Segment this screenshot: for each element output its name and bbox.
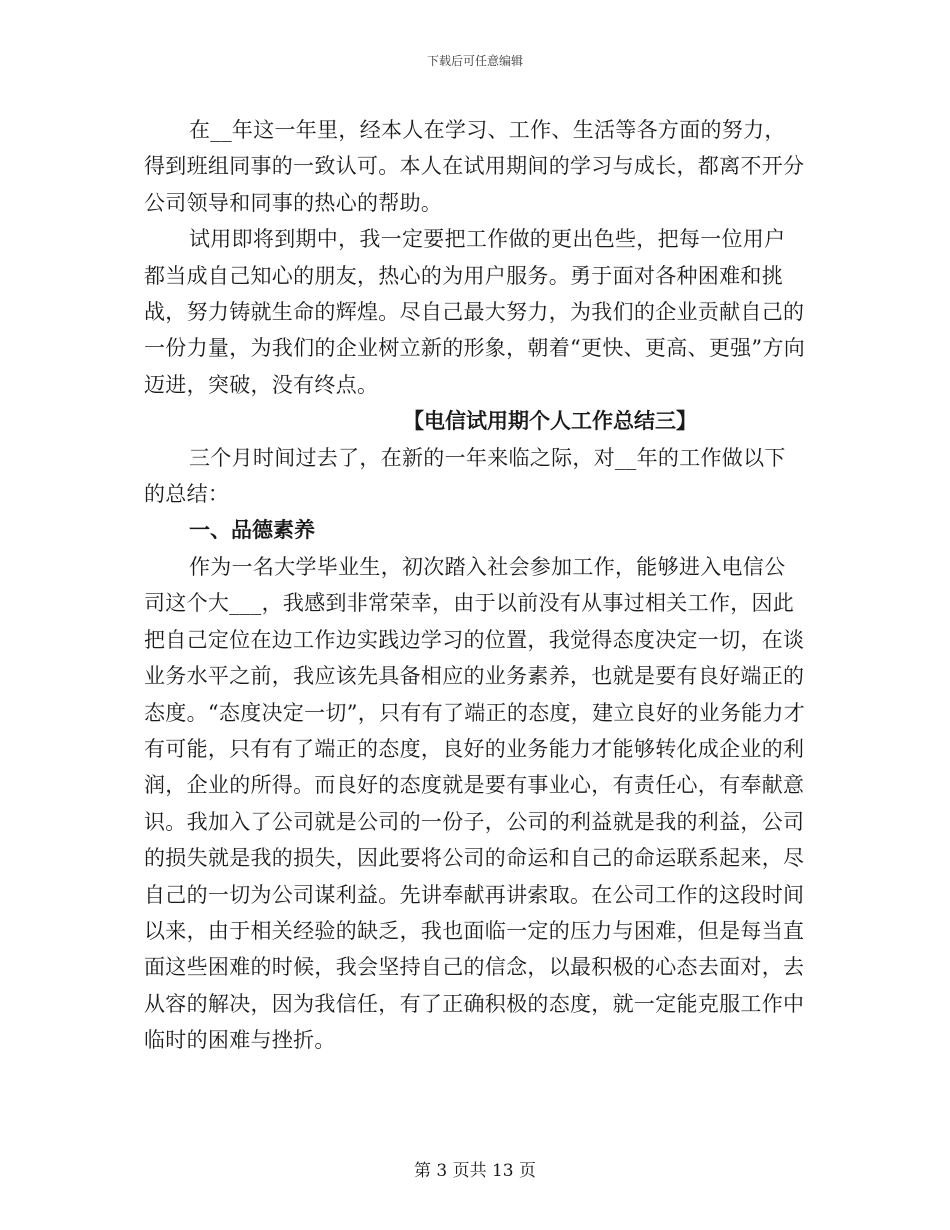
document-body bbox=[144, 112, 806, 1059]
paragraph-1: 在__年这一年里，经本人在学习、工作、生活等各方面的努力，得到班组同事的一致认可。本人在试用期间的学习与成长，都离不开分公司领导和同事的热心的帮助。 bbox=[144, 118, 805, 215]
paragraph-4: 作为一名大学毕业生，初次踏入社会参加工作，能够进入电信公司这个大___，我感到非常荣幸，由于以前没有从事过相关工作，因此把自己定位在边工作边实践边学习的位置，我觉得态度决定一切，在谈业务水平之前，我应该先具备相应的业务素养，也就是要有良好端正的态度。“态度决定一切”，只有有了端正的态度，建立良好的业务能力才有可能，只有有了端正的态度，良好的业务能力才能够转化成企业的利润，企业的所得。而良好的态度就是要有事业心，有责任心，有奉献意识。我加入了公司就是公司的一份子，公司的利益就是我的利益，公司的损失就是我的损失，因此要将公司的命运和自己的命运联系起来，尽自己的一切为公司谋利益。先讲奉献再讲索取。在公司工作的这段时间以来，由于相关经验的缺乏，我也面临一定的压力与困难，但是每当直面这些困难的时候，我会坚持自己的信念，以最积极的心态去面对，去从容的解决，因为我信任，有了正确积极的态度，就一定能克服工作中临时的困难与挫折。 bbox=[144, 554, 806, 1053]
paragraph-2: 试用即将到期中，我一定要把工作做的更出色些，把每一位用户都当成自己知心的朋友，热心的为用户服务。勇于面对各种困难和挑战，努力铸就生命的辉煌。尽自己最大努力，为我们的企业贡献自己的一份力量，为我们的企业树立新的形象，朝着“更快、更高、更强”方向迈进，突破，没有终点。 bbox=[144, 227, 806, 397]
page-number: 第 3 页共 13 页 bbox=[413, 1161, 537, 1181]
section-title: 【电信试用期个人工作总结三】 bbox=[403, 409, 697, 434]
paragraph-3: 三个月时间过去了，在新的一年来临之际，对__年的工作做以下的总结： bbox=[144, 445, 786, 507]
page-header-note: 下载后可任意编辑 bbox=[426, 54, 523, 68]
subheading-moral-quality: 一、品德素养 bbox=[189, 518, 315, 543]
